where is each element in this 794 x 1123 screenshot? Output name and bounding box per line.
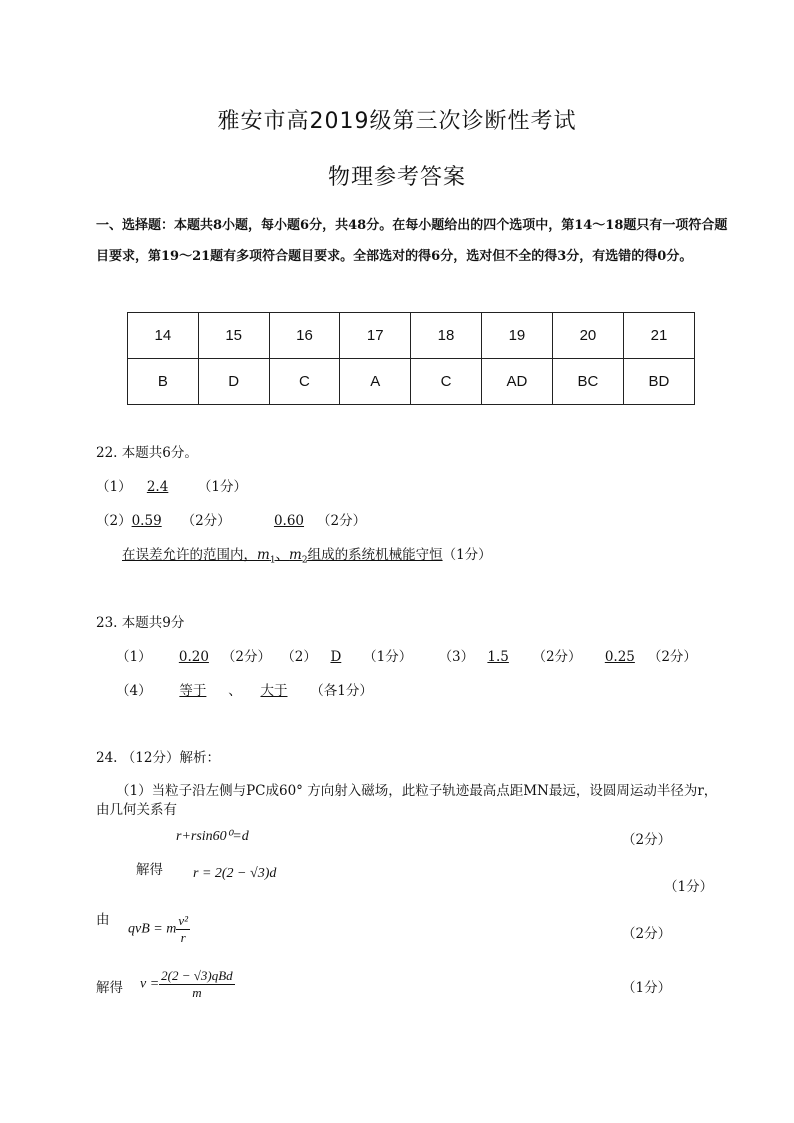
- q24-eq4-den: m: [192, 985, 202, 1000]
- q23-p4-score: （各1分）: [310, 683, 373, 699]
- q24-eq3-den: r: [180, 930, 186, 945]
- q24-eq1: r+rsin60⁰=d: [176, 829, 249, 844]
- q22-p2-answer-b: 0.60: [273, 513, 305, 529]
- q24-eq4: [140, 968, 235, 1001]
- q24-eq4-left: v =: [140, 976, 160, 992]
- q22-conclusion: [122, 543, 492, 566]
- q22-m2: m: [289, 547, 302, 563]
- section-1-label: 一、选择题：: [96, 218, 175, 233]
- q24-eq4-num: 2(2 − √3)qBd: [161, 968, 233, 983]
- q22-conclusion-a: 在误差允许的范围内，: [122, 547, 257, 563]
- section-1-text: 本题共8小题，每小题6分，共48分。在每小题给出的四个选项中，第14～18题只有一项符合题目要求，第19～21题有多项符合题目要求。全部选对的得6分，选对但不全的得3分，有选错的得0分。: [96, 218, 728, 264]
- table-cell: 14: [128, 313, 199, 359]
- q22-conclusion-b: 组成的系统机械能守恒: [307, 547, 443, 563]
- q22-p1-answer: 2.4: [146, 479, 169, 495]
- q23-p3-score-b: （2分）: [647, 649, 697, 665]
- q24-eq3-fraction: [176, 913, 190, 946]
- q24-solve-label-1: 解得: [136, 862, 163, 878]
- q23-p3-label: （3）: [438, 649, 475, 665]
- answer-table-numbers-row: [128, 313, 695, 359]
- q22-p2-score-a: （2分）: [181, 513, 231, 529]
- q22-p2-score-b: （2分）: [316, 513, 367, 529]
- table-cell: 20: [552, 313, 623, 359]
- q23-p4-answer-a: 等于: [179, 683, 207, 699]
- q22-p2-answer-a: 0.59: [131, 513, 162, 529]
- q23-p4-sep: 、: [228, 683, 242, 699]
- table-cell: 15: [198, 313, 269, 359]
- q22-p2-label: （2）: [96, 513, 132, 529]
- q23-p4-label: （4）: [116, 683, 152, 699]
- q22-p1-label: （1）: [96, 479, 132, 495]
- table-cell: 21: [623, 313, 694, 359]
- q23-p2-answer: D: [330, 649, 342, 665]
- q22-conclusion-text: [122, 547, 443, 566]
- table-cell: A: [340, 359, 411, 405]
- q24-eq3-score: （2分）: [622, 926, 672, 942]
- document-subtitle: 物理参考答案: [327, 165, 466, 190]
- q23-p3-answer-a: 1.5: [487, 649, 509, 665]
- q22-header: 22. 本题共6分。: [96, 445, 198, 461]
- q24-eq4-score: （1分）: [622, 980, 672, 996]
- q22-p1-score: （1分）: [197, 479, 247, 495]
- q23-p2-score: （1分）: [363, 649, 413, 665]
- q22-part2: [96, 509, 366, 529]
- table-cell: 17: [340, 313, 411, 359]
- q24-eq1-score: （2分）: [622, 832, 672, 848]
- q24-eq2-score: （1分）: [664, 879, 714, 895]
- q23-p4-answer-b: 大于: [260, 683, 288, 699]
- q22-m1: m: [257, 547, 270, 563]
- q24-eq3-num: v²: [178, 913, 188, 928]
- q23-p3-score-a: （2分）: [532, 649, 582, 665]
- q24-eq3: [128, 913, 190, 946]
- q24-eq2: r = 2(2 − √3)d: [193, 866, 277, 881]
- q22-part1: [96, 475, 247, 495]
- q23-line1: [116, 645, 697, 665]
- q23-p1-answer: 0.20: [178, 649, 209, 665]
- q24-eq3-left: qvB = m: [128, 921, 177, 937]
- q24-line2: 由几何关系有: [96, 802, 177, 818]
- table-cell: 16: [269, 313, 340, 359]
- q24-line1: （1）当粒子沿左侧与PC成60° 方向射入磁场，此粒子轨迹最高点距MN最远，设圆周运动半径为r，: [116, 783, 718, 799]
- table-cell: AD: [481, 359, 552, 405]
- q22-sep: 、: [275, 547, 290, 563]
- table-cell: D: [198, 359, 269, 405]
- q23-p1-score: （2分）: [221, 649, 271, 665]
- q22-m2-sub: 2: [301, 555, 308, 566]
- section-1-instructions: [96, 210, 736, 272]
- table-cell: BD: [623, 359, 694, 405]
- q24-by-label: 由: [96, 912, 110, 928]
- q23-p2-label: （2）: [281, 649, 317, 665]
- q24-eq4-fraction: [159, 968, 235, 1001]
- table-cell: 18: [411, 313, 482, 359]
- answer-table-answers-row: [128, 359, 695, 405]
- table-cell: C: [411, 359, 482, 405]
- q22-conclusion-score: （1分）: [442, 547, 492, 563]
- table-cell: C: [269, 359, 340, 405]
- table-cell: BC: [552, 359, 623, 405]
- q22-m1-sub: 1: [269, 555, 276, 566]
- q24-solve-label-2: 解得: [96, 980, 123, 996]
- q23-line2: [116, 679, 373, 699]
- q23-p1-label: （1）: [116, 649, 152, 665]
- q24-header: 24. （12分）解析：: [96, 750, 220, 766]
- q23-header: 23. 本题共9分: [96, 615, 185, 631]
- table-cell: 19: [481, 313, 552, 359]
- document-title: 雅安市高2019级第三次诊断性考试: [217, 109, 577, 134]
- answer-table: [127, 312, 695, 405]
- table-cell: B: [128, 359, 199, 405]
- q23-p3-answer-b: 0.25: [604, 649, 635, 665]
